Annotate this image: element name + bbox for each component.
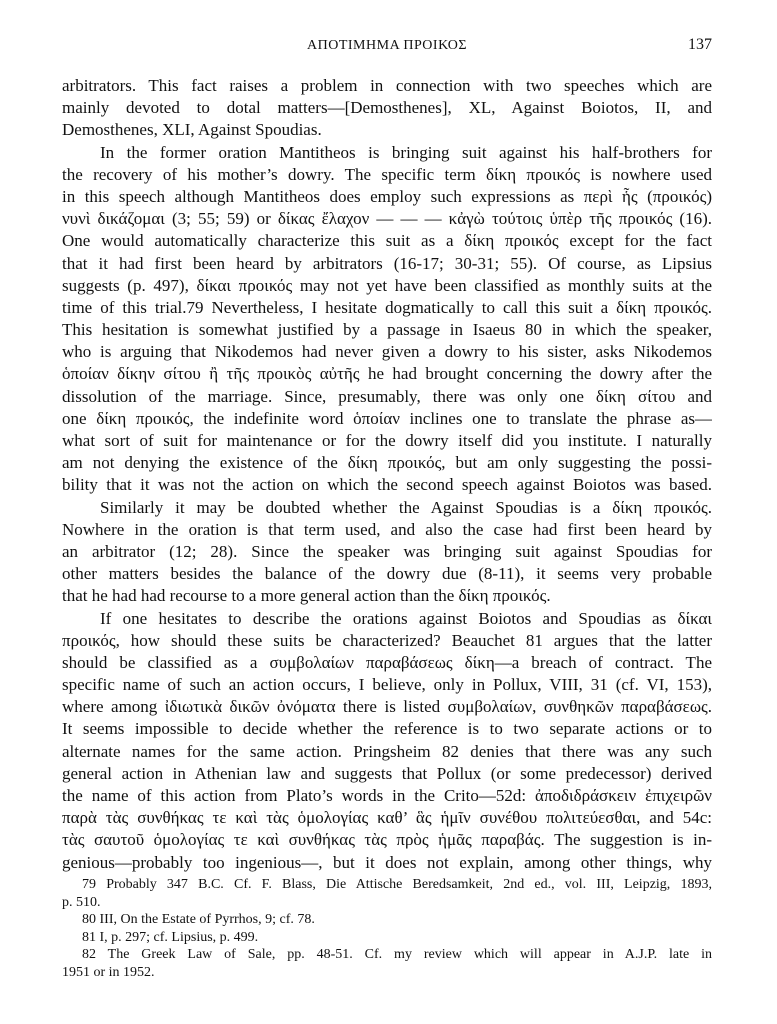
body-line: Nowhere in the oration is that term used, and also the case had first been heard by <box>62 519 712 539</box>
body-line: the recovery of his mother’s dowry. The specific term δίκη προικός is nowhere used <box>62 164 712 184</box>
body-text <box>62 75 712 874</box>
body-line: One would automatically characterize this suit as a δίκη προικός except for the fact <box>62 231 712 251</box>
body-line: mainly devoted to dotal matters—[Demosthenes], XL, Against Boiotos, II, and <box>62 98 712 118</box>
body-line: general action in Athenian law and suggests that Pollux (or some predecessor) derived <box>62 763 712 783</box>
body-line: should be classified as a συμβολαίων παραβάσεως δίκη—a breach of contract. The <box>62 652 712 672</box>
body-line: It seems impossible to decide whether the reference is to two separate actions or to <box>62 719 712 739</box>
body-line: If one hesitates to describe the orations against Boiotos and Spoudias as δίκαι <box>100 608 712 628</box>
body-line: Demosthenes, XLI, Against Spoudias. <box>62 120 322 140</box>
body-line: suggests (p. 497), δίκαι προικός may not yet have been classified as monthly suits at the <box>62 275 712 295</box>
body-line: genious—probably too ingenious—, but it does not explain, among other things, why <box>62 852 712 872</box>
body-line: am not denying the existence of the δίκη προικός, but am only suggesting the possi- <box>62 453 712 473</box>
footnote-81: 81 I, p. 297; cf. Lipsius, p. 499. <box>82 929 259 945</box>
body-line: who is arguing that Nikodemos had never given a dowry to his sister, asks Nikodemos <box>62 342 712 362</box>
body-line: specific name of such an action occurs, I believe, only in Pollux, VIII, 31 (cf. VI, 153), <box>62 675 712 695</box>
body-line: that he had had recourse to a more general action than the δίκη προικός. <box>62 586 551 606</box>
body-line: προικός, how should these suits be characterized? Beauchet 81 argues that the latter <box>62 630 712 650</box>
footnote-82-cont: 1951 or in 1952. <box>62 964 155 980</box>
body-line: one δίκη προικός, the indefinite word ὁποίαν inclines one to translate the phrase as— <box>62 408 712 428</box>
body-line: παρὰ τὰς συνθήκας τε καὶ τὰς ὁμολογίας καθ’ ἃς ἡμῖν συνέθου πολιτεύεσθαι, and 54c: <box>62 808 712 828</box>
body-line: what sort of suit for maintenance or for the dowry itself did you institute. I naturally <box>62 431 712 450</box>
page-header <box>62 36 712 58</box>
body-line: other matters besides the balance of the dowry due (8-11), it seems very probable <box>62 564 712 584</box>
body-line: In the former oration Mantitheos is bringing suit against his half-brothers for <box>100 142 712 162</box>
body-line: arbitrators. This fact raises a problem in connection with two speeches which are <box>62 76 712 95</box>
body-line: that it had first been heard by arbitrators (16-17; 30-31; 55). Of course, as Lipsius <box>62 253 712 273</box>
body-line: τὰς σαυτοῦ ὁμολογίας τε καὶ συνθήκας τὰς πρὸς ἡμᾶς παραβάς. The suggestion is in- <box>62 830 712 850</box>
body-line: This hesitation is somewhat justified by a passage in Isaeus 80 in which the speaker, <box>62 320 712 340</box>
running-title: ΑΠΟΤΙΜΗΜΑ ΠΡΟΙΚΟΣ <box>307 38 467 53</box>
body-line: where among ἰδιωτικὰ δικῶν ὀνόματα there is listed συμβολαίων, συνθηκῶν παραβάσεως. <box>62 697 712 717</box>
page-number: 137 <box>688 36 712 53</box>
footnote-80: 80 III, On the Estate of Pyrrhos, 9; cf. 78. <box>82 912 315 927</box>
body-line: ὁποίαν δίκην σίτου ἢ τῆς προικὸς αὐτῆς he had brought concerning the dowry after the <box>62 364 712 384</box>
body-line: in this speech although Mantitheos does employ such expressions as περὶ ἧς (προικός) <box>62 186 712 206</box>
footnote-79-cont: p. 510. <box>62 894 101 910</box>
body-line: time of this trial.79 Nevertheless, I hesitate dogmatically to call this suit a δίκη προικός. <box>62 297 712 317</box>
footnote-82: 82 The Greek Law of Sale, pp. 48-51. Cf. my review which will appear in A.J.P. late in <box>82 947 712 962</box>
body-line: bility that it was not the action on which the second speech against Boiotos was based. <box>62 475 712 495</box>
footnotes <box>62 876 712 981</box>
body-line: Similarly it may be doubted whether the Against Spoudias is a δίκη προικός. <box>100 497 712 517</box>
footnote-79: 79 Probably 347 B.C. Cf. F. Blass, Die Attische Beredsamkeit, 2nd ed., vol. III, Leipzig, 1893, <box>82 877 712 892</box>
body-line: the name of this action from Plato’s words in the Crito—52d: ἀποδιδράσκειν ἐπιχειρῶν <box>62 786 712 805</box>
body-line: νυνὶ δικάζομαι (3; 55; 59) or δίκας ἔλαχον — — — κἀγὼ τούτοις ὑπὲρ τῆς προικός (16). <box>62 209 712 229</box>
body-line: dissolution of the marriage. Since, presumably, there was only one δίκη σίτου and <box>62 386 712 406</box>
body-line: alternate names for the same action. Pringsheim 82 denies that there was any such <box>62 741 712 761</box>
body-line: an arbitrator (12; 28). Since the speaker was bringing suit against Spoudias for <box>62 541 712 561</box>
